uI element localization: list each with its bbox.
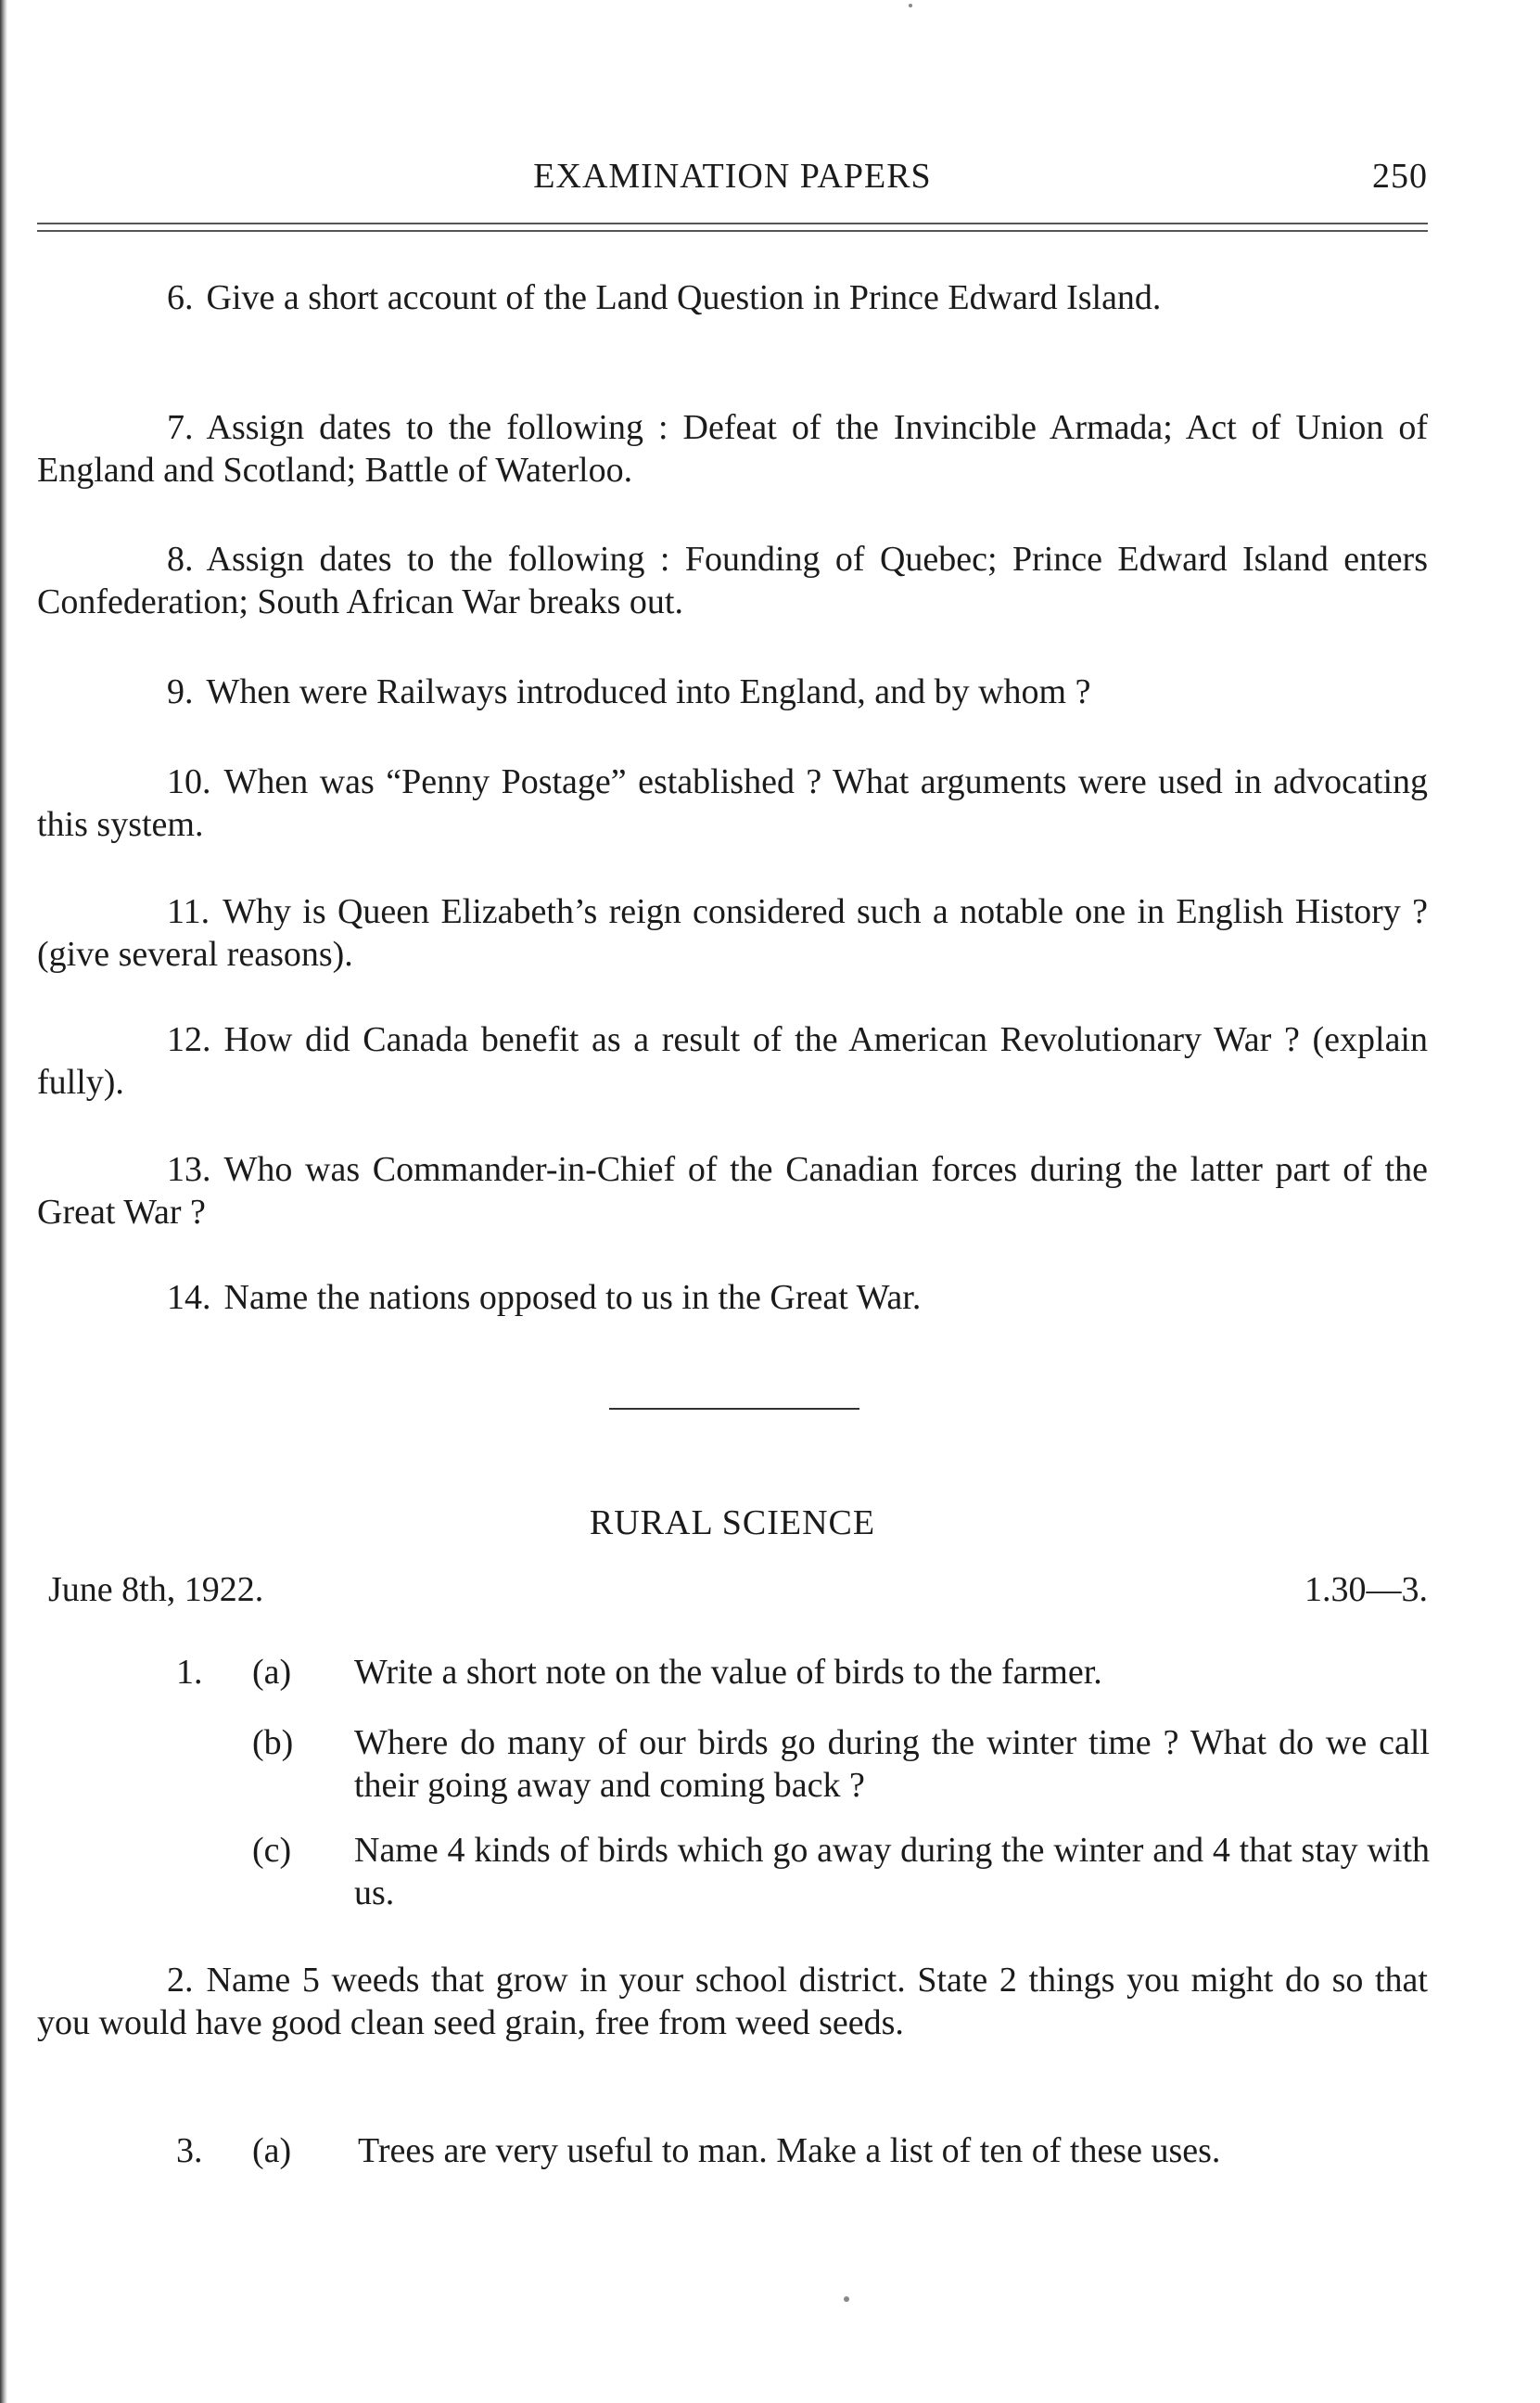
header-double-rule bbox=[37, 223, 1428, 232]
question-6 bbox=[37, 276, 1428, 319]
subpart-label: (b) bbox=[252, 1723, 294, 1762]
subpart-label: (a) bbox=[252, 1653, 292, 1692]
question-number: 3. bbox=[176, 2131, 203, 2170]
rs-question-2 bbox=[37, 1959, 1428, 2044]
question-12 bbox=[37, 1018, 1428, 1104]
rs-question-1c bbox=[176, 1829, 1437, 1922]
rs-question-1a bbox=[176, 1651, 1437, 1697]
question-number: 13. bbox=[167, 1150, 211, 1189]
question-9 bbox=[37, 671, 1428, 713]
question-10 bbox=[37, 761, 1428, 846]
question-text: How did Canada benefit as a result of the American Revolutionary War ? (explain fully). bbox=[37, 1020, 1428, 1102]
question-number: 2. bbox=[167, 1961, 194, 2000]
question-14 bbox=[37, 1276, 1428, 1319]
question-text: Who was Commander-in-Chief of the Canadian forces during the latter part of the Great War ? bbox=[37, 1150, 1428, 1232]
question-number: 9. bbox=[167, 672, 194, 711]
question-number: 10. bbox=[167, 762, 211, 801]
question-13 bbox=[37, 1148, 1428, 1233]
question-text: Why is Queen Elizabeth’s reign considered such a notable one in English History ? (give several reasons). bbox=[37, 892, 1428, 974]
subpart-text: Name 4 kinds of birds which go away during the winter and 4 that stay with us. bbox=[354, 1831, 1430, 1912]
question-number: 14. bbox=[167, 1278, 211, 1317]
question-text: Give a short account of the Land Question in Prince Edward Island. bbox=[206, 278, 1162, 317]
section-title: RURAL SCIENCE bbox=[589, 1503, 876, 1542]
page-spine-shadow bbox=[0, 0, 7, 2403]
print-speck bbox=[844, 2296, 849, 2302]
question-text: Assign dates to the following : Founding of Quebec; Prince Edward Island enters Confederation; South African War breaks out. bbox=[37, 540, 1428, 621]
exam-time: 1.30—3. bbox=[1305, 1570, 1428, 1609]
subpart-text: Trees are very useful to man. Make a list of ten of these uses. bbox=[358, 2131, 1221, 2170]
question-text: When was “Penny Postage” established ? What arguments were used in advocating this system. bbox=[37, 762, 1428, 844]
question-text: Name the nations opposed to us in the Great War. bbox=[223, 1278, 922, 1317]
section-separator-rule bbox=[609, 1408, 859, 1410]
question-number: 7. bbox=[167, 408, 194, 447]
exam-date: June 8th, 1922. bbox=[48, 1570, 264, 1609]
subpart-label: (a) bbox=[252, 2131, 292, 2170]
question-number: 6. bbox=[167, 278, 194, 317]
question-7 bbox=[37, 406, 1428, 492]
page-number: 250 bbox=[1372, 157, 1428, 196]
running-title: EXAMINATION PAPERS bbox=[533, 157, 932, 196]
question-number: 8. bbox=[167, 540, 194, 579]
print-speck bbox=[909, 4, 912, 7]
question-8 bbox=[37, 538, 1428, 623]
rs-question-3a bbox=[176, 2129, 1437, 2222]
question-text: Assign dates to the following : Defeat of the Invincible Armada; Act of Union of England and Scotland; Battle of Waterloo. bbox=[37, 408, 1428, 490]
question-11 bbox=[37, 890, 1428, 976]
subpart-label: (c) bbox=[252, 1831, 292, 1870]
question-text: When were Railways introduced into England, and by whom ? bbox=[206, 672, 1091, 711]
rs-question-1b bbox=[176, 1721, 1437, 1814]
question-text: Name 5 weeds that grow in your school district. State 2 things you might do so that you would have good clean seed grain, free from weed seeds. bbox=[37, 1961, 1428, 2042]
question-number: 1. bbox=[176, 1653, 203, 1692]
question-number: 11. bbox=[167, 892, 210, 931]
subpart-text: Where do many of our birds go during the winter time ? What do we call their going away and coming back ? bbox=[354, 1723, 1430, 1805]
subpart-text: Write a short note on the value of birds to the farmer. bbox=[354, 1653, 1102, 1692]
question-number: 12. bbox=[167, 1020, 211, 1059]
